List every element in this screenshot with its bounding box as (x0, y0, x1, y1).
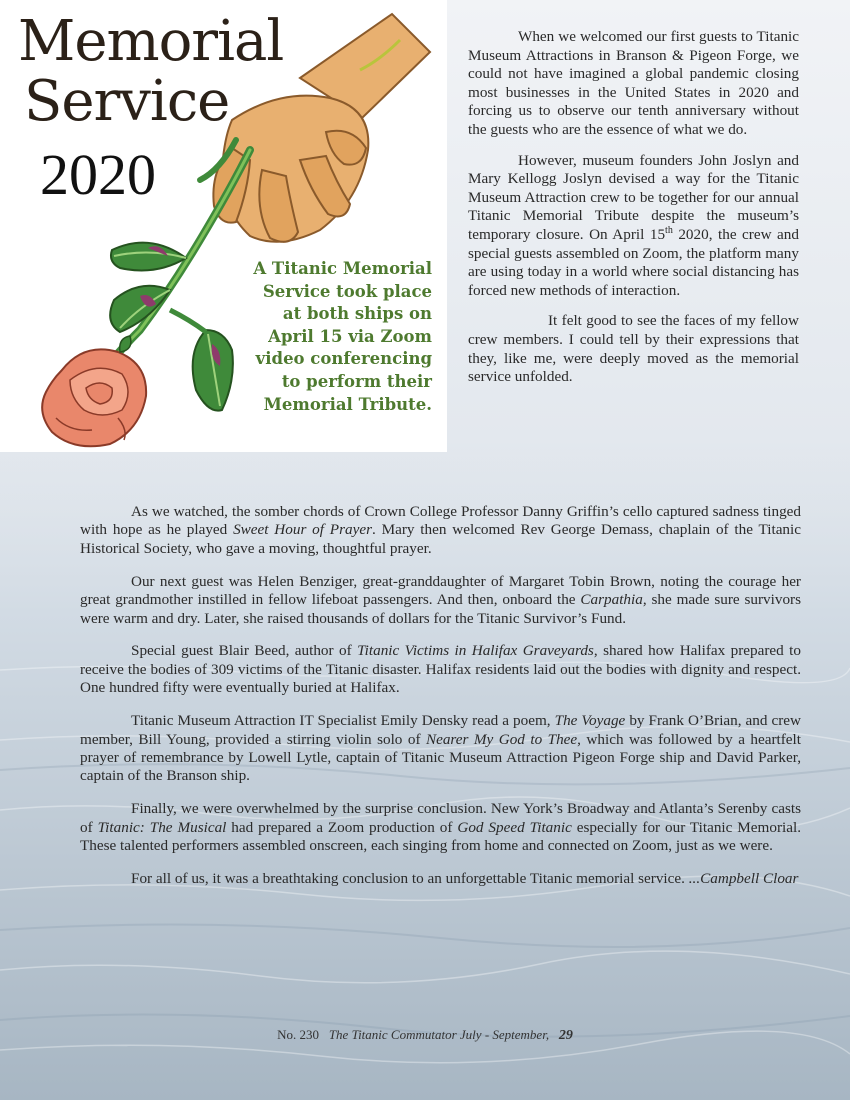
publication-name: The Titanic Commutator July - September, (328, 1027, 550, 1042)
title-year: 2020 (40, 142, 156, 207)
illustration-caption: A Titanic Memorial Service took place at both ships on April 15 via Zoom video conferencing to perform their Memorial Tribute. (253, 259, 432, 414)
title-line-memorial: Memorial (18, 9, 284, 74)
body-paragraph-3: Special guest Blair Beed, author of Titanic Victims in Halifax Graveyards, shared how Halifax prepared to receive the bodies of 309 victims of the Titanic disaster. Halifax residents laid out the bodies with dignity and respect. One hundred fifty were eventually buried at Halifax. (80, 642, 801, 697)
ordinal-suffix: th (665, 224, 673, 236)
intro-column (468, 28, 799, 399)
intro-paragraph-2-text-a: However, museum founders John Joslyn and Mary Kellogg Joslyn devised a way for the Titanic Museum Attraction crew to be together for our annual Titanic Memorial Tribute despite the museum’s temporary closure. On April 15 (468, 151, 799, 243)
intro-paragraph-3: It felt good to see the faces of my fellow crew members. I could tell by their expressions that they, like me, were deeply moved as the memorial service unfolded. (468, 312, 799, 386)
intro-paragraph-2 (468, 152, 799, 301)
illustration-panel (0, 0, 447, 452)
book-title: Titanic Victims in Halifax Graveyards (357, 642, 594, 660)
hymn-title: Nearer My God to Thee (425, 730, 578, 748)
title-line-service: Service (24, 69, 230, 134)
leaf-3 (193, 330, 233, 411)
title-sweet-hour-of-prayer: Sweet Hour of Prayer (233, 521, 372, 539)
poem-title: The Voyage (554, 712, 626, 730)
body-paragraph-1: As we watched, the somber chords of Crown College Professor Danny Griffin’s cello captured sadness tinged with hope as he played Sweet Hour of Prayer. Mary then welcomed Rev George Demass, chaplain of the Titanic Historical Society, who gave a moving, thoughtful prayer. (80, 503, 801, 557)
song-title: God Speed Titanic (457, 818, 572, 836)
intro-paragraph-1: When we welcomed our first guests to Titanic Museum Attractions in Branson & Pigeon Forge, we could not have imagined a global pandemic closing most businesses in the United States in 2020 and forcing us to observe our tenth anniversary without the guests who are the essence of what we do. (468, 28, 799, 138)
page-number: 29 (558, 1028, 573, 1043)
body-paragraph-2: Our next guest was Helen Benziger, great-granddaughter of Margaret Tobin Brown, noting the courage her great grandmother instilled in fellow lifeboat passengers. And then, onboard the Carpathia, she made sure survivors were warm and dry. Later, she raised thousands of dollars for the Titanic Survivor’s Fund. (80, 572, 801, 627)
leaf-1 (111, 243, 186, 271)
article-title (18, 9, 284, 207)
body-paragraph-6: For all of us, it was a breathtaking conclusion to an unforgettable Titanic memorial service. ...Campbell Cloar (131, 870, 799, 887)
article-body (80, 503, 801, 903)
body-paragraph-4: Titanic Museum Attraction IT Specialist Emily Densky read a poem, The Voyage by Frank O’Brian, and crew member, Bill Young, provided a stirring violin solo of Nearer My God to Thee, which was followed by a heartfelt prayer of remembrance by Lowell Lytle, captain of Titanic Museum Attraction Pigeon Forge ship and David Parker, captain of the Branson ship. (80, 712, 802, 785)
ship-name-carpathia: Carpathia (580, 591, 643, 609)
issue-number: No. 230 (277, 1027, 320, 1042)
page-footer (0, 1027, 850, 1044)
musical-title: Titanic: The Musical (97, 818, 227, 836)
author-signature: ...Campbell Cloar (688, 870, 799, 887)
intro-paragraph-2-text-b: 2020, the crew and special guests assembled on Zoom, the platform many are using today in a world where social distancing has forced new methods of interaction. (468, 225, 799, 299)
body-paragraph-5: Finally, we were overwhelmed by the surprise conclusion. New York’s Broadway and Atlanta’s Serenby casts of Titanic: The Musical had prepared a Zoom production of God Speed Titanic especially for our Titanic Memorial. These talented performers assembled onscreen, each singing from home and connected on Zoom, just as we were. (80, 800, 801, 855)
